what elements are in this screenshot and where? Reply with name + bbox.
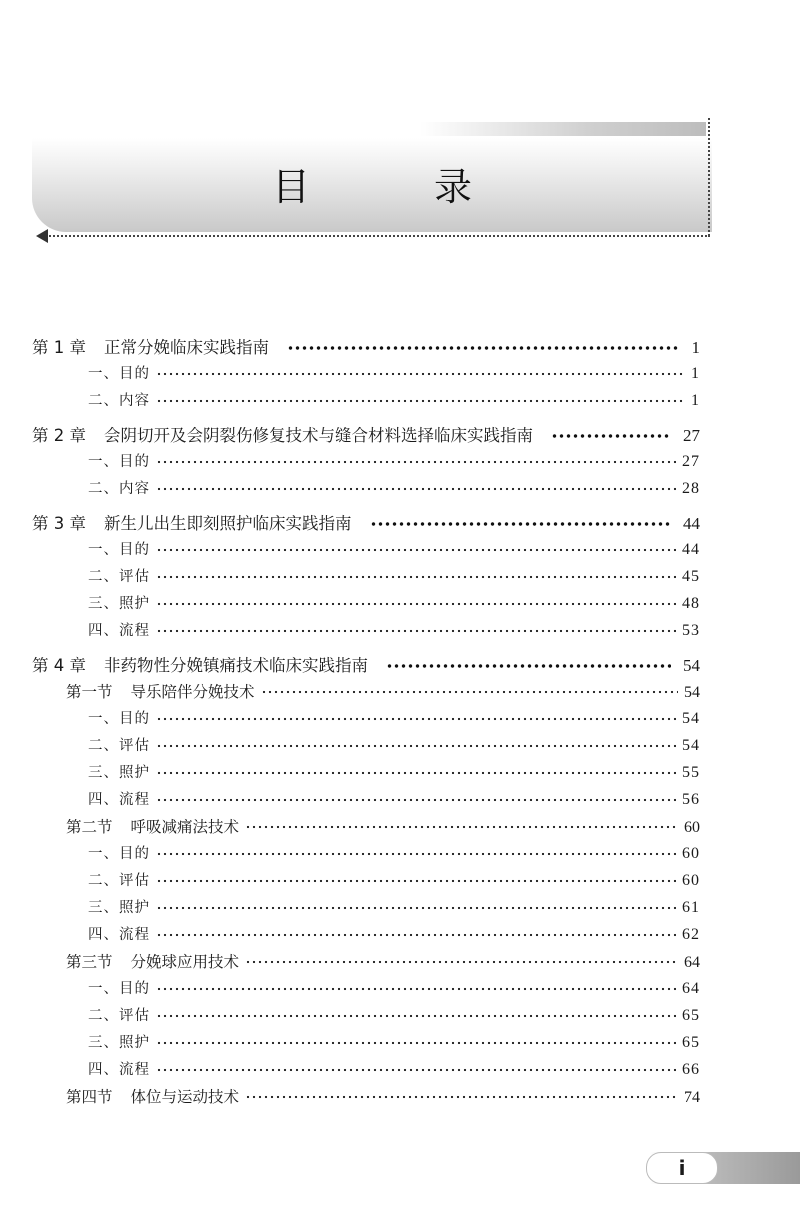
toc-entry-title: 二、评估 — [88, 738, 150, 754]
toc-entry-title: 分娩球应用技术 — [130, 953, 240, 971]
toc-chapter-row[interactable] — [32, 653, 700, 679]
toc-entry-title: 三、照护 — [88, 765, 150, 781]
toc-page-number: 60 — [682, 845, 700, 862]
toc-page-number: 28 — [682, 480, 700, 497]
toc-dot-leader — [156, 487, 676, 491]
toc-entry-title: 二、评估 — [88, 1008, 150, 1024]
toc-page-number: 60 — [684, 819, 700, 836]
toc-entry-title: 四、流程 — [88, 927, 150, 943]
toc-entry-number: 第二节 — [66, 818, 113, 836]
toc-entry-number: 第 4 章 — [32, 656, 86, 675]
toc-chapter-row[interactable] — [32, 511, 700, 537]
toc-entry-title: 一、目的 — [88, 846, 150, 862]
toc-chapter-row[interactable] — [32, 423, 700, 449]
toc-dot-leader — [156, 771, 676, 775]
toc-entry-number: 第一节 — [66, 683, 113, 701]
page-title: 目 录 — [271, 165, 529, 209]
toc-page-number: 56 — [682, 791, 700, 808]
toc-page-number: 62 — [682, 926, 700, 943]
toc-item-row[interactable] — [88, 733, 700, 759]
toc-item-row[interactable] — [88, 895, 700, 921]
toc-entry-title: 二、内容 — [88, 393, 150, 409]
toc-section-row[interactable] — [66, 1084, 700, 1110]
toc-item-row[interactable] — [88, 706, 700, 732]
toc-dot-leader — [156, 717, 676, 721]
toc-page-number: 1 — [691, 338, 700, 357]
toc-entry-title: 一、目的 — [88, 366, 150, 382]
toc-page-number: 44 — [683, 514, 700, 533]
toc-dot-leader — [156, 879, 676, 883]
toc-entry-title: 呼吸减痛法技术 — [130, 818, 240, 836]
toc-dot-leader — [386, 664, 671, 668]
toc-page-number: 1 — [691, 365, 700, 382]
toc-page-number: 60 — [682, 872, 700, 889]
toc-page-number: 65 — [682, 1034, 700, 1051]
banner-dotted-border-bottom — [46, 235, 710, 237]
toc-entry-title: 新生儿出生即刻照护临床实践指南 — [104, 514, 352, 533]
toc-item-row[interactable] — [88, 564, 700, 590]
toc-page-number: 64 — [682, 980, 700, 997]
toc-dot-leader — [156, 460, 676, 464]
toc-item-row[interactable] — [88, 841, 700, 867]
toc-item-row[interactable] — [88, 1030, 700, 1056]
toc-entry-title: 四、流程 — [88, 1062, 150, 1078]
toc-page-number: 54 — [684, 684, 700, 701]
toc-page-number: 54 — [682, 737, 700, 754]
toc-entry-title: 导乐陪伴分娩技术 — [130, 683, 255, 701]
toc-dot-leader — [156, 852, 676, 856]
toc-page-number: 27 — [682, 453, 700, 470]
toc-item-row[interactable] — [88, 618, 700, 644]
toc-page-number: 65 — [682, 1007, 700, 1024]
banner-dotted-border-right — [708, 118, 710, 236]
toc-entry-title: 一、目的 — [88, 981, 150, 997]
toc-section-row[interactable] — [66, 949, 700, 975]
toc-entry-title: 正常分娩临床实践指南 — [104, 338, 269, 357]
toc-page-number: 1 — [691, 392, 700, 409]
page-number: i — [646, 1152, 718, 1184]
toc-dot-leader — [551, 434, 671, 438]
toc-dot-leader — [245, 1095, 678, 1099]
toc-page-number: 44 — [682, 541, 700, 558]
toc-dot-leader — [156, 1014, 676, 1018]
toc-page-number: 61 — [682, 899, 700, 916]
toc-page-number: 54 — [682, 710, 700, 727]
toc-entry-title: 四、流程 — [88, 623, 150, 639]
toc-dot-leader — [156, 798, 676, 802]
toc-entry-title: 一、目的 — [88, 542, 150, 558]
toc-entry-title: 二、评估 — [88, 873, 150, 889]
toc-item-row[interactable] — [88, 760, 700, 786]
toc-dot-leader — [245, 960, 678, 964]
toc-dot-leader — [287, 346, 680, 350]
toc-dot-leader — [156, 1041, 676, 1045]
toc-dot-leader — [156, 372, 685, 376]
toc-entry-title: 三、照护 — [88, 1035, 150, 1051]
toc-item-row[interactable] — [88, 591, 700, 617]
toc-item-row[interactable] — [88, 787, 700, 813]
toc-entry-title: 会阴切开及会阴裂伤修复技术与缝合材料选择临床实践指南 — [104, 426, 533, 445]
toc-entry-number: 第 1 章 — [32, 338, 86, 357]
toc-entry-title: 一、目的 — [88, 454, 150, 470]
toc-item-row[interactable] — [88, 868, 700, 894]
toc-entry-title: 非药物性分娩镇痛技术临床实践指南 — [104, 656, 368, 675]
toc-dot-leader — [245, 825, 678, 829]
toc-dot-leader — [261, 690, 678, 694]
toc-entry-title: 四、流程 — [88, 792, 150, 808]
toc-dot-leader — [156, 744, 676, 748]
toc-entry-number: 第 3 章 — [32, 514, 86, 533]
toc-entry-title: 二、内容 — [88, 481, 150, 497]
header-banner-top-bar — [420, 122, 706, 136]
toc-entry-number: 第 2 章 — [32, 426, 86, 445]
toc-item-row[interactable] — [88, 1003, 700, 1029]
toc-page-number: 27 — [683, 426, 700, 445]
toc-item-row[interactable] — [88, 976, 700, 1002]
toc-dot-leader — [156, 575, 676, 579]
toc-dot-leader — [370, 522, 672, 526]
toc-page-number: 55 — [682, 764, 700, 781]
toc-item-row[interactable] — [88, 537, 700, 563]
toc-page-number: 74 — [684, 1089, 700, 1106]
toc-entry-title: 二、评估 — [88, 569, 150, 585]
header-banner — [32, 138, 712, 232]
toc-item-row[interactable] — [88, 1057, 700, 1083]
toc-item-row[interactable] — [88, 388, 700, 414]
toc-entry-number: 第四节 — [66, 1088, 113, 1106]
toc-section-row[interactable] — [66, 814, 700, 840]
toc-entry-title: 三、照护 — [88, 900, 150, 916]
toc-entry-title: 三、照护 — [88, 596, 150, 612]
toc-entry-number: 第三节 — [66, 953, 113, 971]
toc-dot-leader — [156, 602, 676, 606]
toc-page-number: 64 — [684, 954, 700, 971]
toc-entry-title: 体位与运动技术 — [130, 1088, 240, 1106]
toc-page-number: 48 — [682, 595, 700, 612]
toc-dot-leader — [156, 906, 676, 910]
toc-page-number: 66 — [682, 1061, 700, 1078]
toc-section-row[interactable] — [66, 679, 700, 705]
toc-page-number: 45 — [682, 568, 700, 585]
toc-dot-leader — [156, 987, 676, 991]
toc-page-number: 54 — [683, 656, 700, 675]
toc-dot-leader — [156, 933, 676, 937]
toc-dot-leader — [156, 1068, 676, 1072]
toc-item-row[interactable] — [88, 922, 700, 948]
arrow-left-icon — [36, 229, 48, 243]
toc-item-row[interactable] — [88, 476, 700, 502]
toc-dot-leader — [156, 548, 676, 552]
toc-page-number: 53 — [682, 622, 700, 639]
toc-item-row[interactable] — [88, 361, 700, 387]
toc-chapter-row[interactable] — [32, 335, 700, 361]
toc-dot-leader — [156, 399, 685, 403]
toc-dot-leader — [156, 629, 676, 633]
toc-entry-title: 一、目的 — [88, 711, 150, 727]
toc-item-row[interactable] — [88, 449, 700, 475]
